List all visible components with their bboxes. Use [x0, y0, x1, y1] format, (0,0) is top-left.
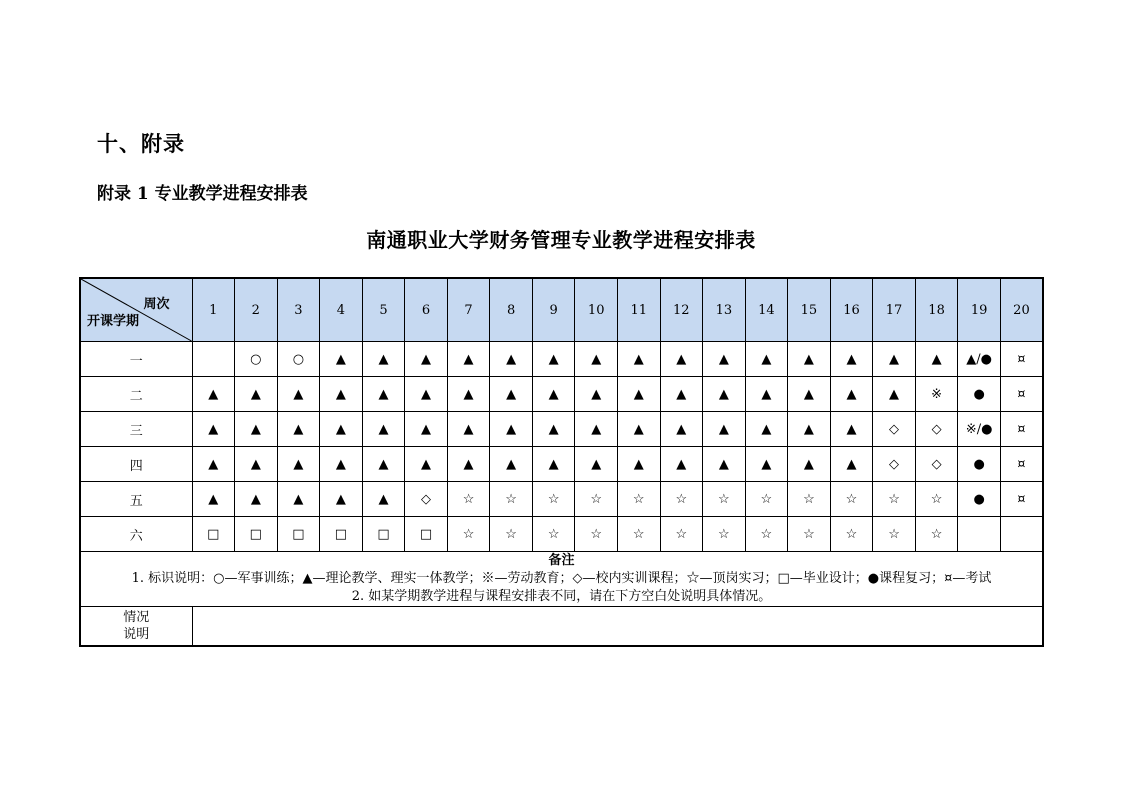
- schedule-cell: ▲: [830, 377, 873, 412]
- schedule-cell: ○: [277, 342, 320, 377]
- schedule-cell: ※/●: [958, 412, 1001, 447]
- week-header-14: 14: [745, 278, 788, 342]
- schedule-cell: ☆: [915, 517, 958, 552]
- schedule-cell: ¤: [1000, 412, 1043, 447]
- schedule-cell: ▲: [447, 377, 490, 412]
- term-row: [80, 517, 1043, 552]
- schedule-cell: ▲: [235, 482, 278, 517]
- schedule-cell: ▲: [192, 447, 235, 482]
- term-label: 三: [80, 412, 192, 447]
- week-header-17: 17: [873, 278, 916, 342]
- schedule-cell: ▲: [490, 412, 533, 447]
- term-label: 二: [80, 377, 192, 412]
- week-header-5: 5: [362, 278, 405, 342]
- table-title: 南通职业大学财务管理专业教学进程安排表: [366, 228, 756, 252]
- schedule-cell: ▲: [405, 377, 448, 412]
- schedule-cell: ▲: [830, 342, 873, 377]
- schedule-cell: ▲: [915, 342, 958, 377]
- schedule-cell: ▲: [575, 412, 618, 447]
- schedule-table: [79, 277, 1044, 647]
- schedule-cell: ☆: [617, 482, 660, 517]
- schedule-cell: ▲: [617, 412, 660, 447]
- schedule-cell: ☆: [788, 517, 831, 552]
- schedule-cell: ¤: [1000, 482, 1043, 517]
- schedule-cell: ☆: [873, 482, 916, 517]
- schedule-cell: ▲: [703, 377, 746, 412]
- schedule-cell: ▲: [192, 377, 235, 412]
- schedule-cell: ▲: [405, 447, 448, 482]
- schedule-cell: ▲: [362, 447, 405, 482]
- week-header-3: 3: [277, 278, 320, 342]
- schedule-cell: □: [192, 517, 235, 552]
- situation-row: [80, 607, 1043, 647]
- schedule-cell: ▲: [745, 447, 788, 482]
- schedule-cell: ▲: [362, 377, 405, 412]
- schedule-cell: ▲: [277, 412, 320, 447]
- week-header-1: 1: [192, 278, 235, 342]
- week-header-10: 10: [575, 278, 618, 342]
- schedule-cell: ▲: [873, 377, 916, 412]
- schedule-cell: ▲: [830, 447, 873, 482]
- schedule-cell: ▲: [320, 342, 363, 377]
- schedule-cell: ▲: [745, 342, 788, 377]
- schedule-cell: ▲: [490, 342, 533, 377]
- schedule-cell: □: [277, 517, 320, 552]
- schedule-cell: ▲: [362, 482, 405, 517]
- schedule-cell: ▲: [575, 342, 618, 377]
- term-row: [80, 377, 1043, 412]
- week-header-12: 12: [660, 278, 703, 342]
- schedule-cell: ●: [958, 482, 1001, 517]
- schedule-cell: ▲: [277, 377, 320, 412]
- schedule-cell: [958, 517, 1001, 552]
- schedule-cell: ▲: [532, 377, 575, 412]
- appendix-heading: 附录 1 专业教学进程安排表: [97, 184, 308, 204]
- schedule-cell: ☆: [915, 482, 958, 517]
- schedule-cell: ▲: [320, 482, 363, 517]
- schedule-cell: ☆: [532, 482, 575, 517]
- schedule-cell: ▲: [235, 377, 278, 412]
- schedule-cell: ◇: [873, 447, 916, 482]
- schedule-cell: ▲: [532, 342, 575, 377]
- schedule-cell: ▲/●: [958, 342, 1001, 377]
- schedule-cell: ▲: [660, 342, 703, 377]
- schedule-cell: ☆: [873, 517, 916, 552]
- schedule-cell: ▲: [192, 412, 235, 447]
- notes-row: [80, 552, 1043, 607]
- schedule-cell: ☆: [660, 517, 703, 552]
- schedule-cell: ▲: [362, 412, 405, 447]
- schedule-cell: ▲: [575, 377, 618, 412]
- schedule-cell: ▲: [447, 447, 490, 482]
- week-header-2: 2: [235, 278, 278, 342]
- schedule-cell: ☆: [617, 517, 660, 552]
- term-label: 五: [80, 482, 192, 517]
- situation-label-line2: 说明: [123, 627, 150, 642]
- term-row: [80, 412, 1043, 447]
- schedule-cell: ☆: [490, 482, 533, 517]
- schedule-cell: ○: [235, 342, 278, 377]
- notes-cell: [80, 552, 1043, 607]
- schedule-cell: ▲: [447, 412, 490, 447]
- term-label: 六: [80, 517, 192, 552]
- corner-week-label: 周次: [143, 297, 170, 312]
- schedule-cell: [1000, 517, 1043, 552]
- schedule-cell: ▲: [490, 377, 533, 412]
- schedule-cell: ▲: [745, 412, 788, 447]
- schedule-cell: ▲: [788, 412, 831, 447]
- week-header-15: 15: [788, 278, 831, 342]
- schedule-cell: [192, 342, 235, 377]
- schedule-cell: ▲: [745, 377, 788, 412]
- term-label: 一: [80, 342, 192, 377]
- schedule-cell: ▲: [703, 447, 746, 482]
- header-row: [80, 278, 1043, 342]
- week-header-11: 11: [617, 278, 660, 342]
- term-label: 四: [80, 447, 192, 482]
- schedule-cell: ▲: [405, 412, 448, 447]
- instruction-note: 2. 如某学期教学进程与课程安排表不同，请在下方空白处说明具体情况。: [351, 589, 772, 604]
- schedule-cell: ▲: [235, 447, 278, 482]
- schedule-cell: ▲: [320, 412, 363, 447]
- schedule-cell: ◇: [873, 412, 916, 447]
- schedule-cell: ▲: [447, 342, 490, 377]
- week-header-13: 13: [703, 278, 746, 342]
- schedule-cell: ▲: [192, 482, 235, 517]
- schedule-cell: ¤: [1000, 377, 1043, 412]
- schedule-cell: ▲: [703, 412, 746, 447]
- schedule-cell: ☆: [532, 517, 575, 552]
- week-header-19: 19: [958, 278, 1001, 342]
- schedule-cell: ☆: [703, 482, 746, 517]
- week-header-16: 16: [830, 278, 873, 342]
- schedule-cell: ▲: [277, 482, 320, 517]
- schedule-cell: ▲: [617, 342, 660, 377]
- schedule-cell: ☆: [830, 482, 873, 517]
- schedule-cell: ▲: [660, 377, 703, 412]
- schedule-cell: ▲: [362, 342, 405, 377]
- schedule-cell: ▲: [490, 447, 533, 482]
- schedule-cell: ☆: [745, 517, 788, 552]
- schedule-cell: ▲: [788, 447, 831, 482]
- schedule-cell: ☆: [447, 517, 490, 552]
- schedule-cell: ●: [958, 447, 1001, 482]
- situation-label-line1: 情况: [123, 610, 150, 625]
- schedule-cell: ☆: [447, 482, 490, 517]
- schedule-cell: ▲: [277, 447, 320, 482]
- schedule-cell: ◇: [915, 412, 958, 447]
- legend-note: 1. 标识说明：○—军事训练；▲—理论教学、理实一体教学；※—劳动教育；◇—校内实训课程；☆—顶岗实习；□—毕业设计；●课程复习；¤—考试: [131, 571, 992, 586]
- schedule-cell: □: [405, 517, 448, 552]
- schedule-cell: ☆: [575, 517, 618, 552]
- schedule-cell: ▲: [788, 377, 831, 412]
- week-header-4: 4: [320, 278, 363, 342]
- week-header-9: 9: [532, 278, 575, 342]
- schedule-cell: □: [362, 517, 405, 552]
- situation-label: [80, 607, 192, 647]
- schedule-cell: ▲: [532, 447, 575, 482]
- schedule-cell: ▲: [235, 412, 278, 447]
- schedule-cell: ☆: [660, 482, 703, 517]
- week-header-18: 18: [915, 278, 958, 342]
- notes-title: 备注: [548, 553, 575, 568]
- term-row: [80, 342, 1043, 377]
- week-header-7: 7: [447, 278, 490, 342]
- schedule-cell: ▲: [532, 412, 575, 447]
- schedule-cell: ▲: [405, 342, 448, 377]
- schedule-cell: ¤: [1000, 447, 1043, 482]
- schedule-cell: □: [320, 517, 363, 552]
- situation-field[interactable]: [192, 607, 1043, 647]
- term-row: [80, 482, 1043, 517]
- schedule-cell: ◇: [915, 447, 958, 482]
- schedule-cell: ▲: [788, 342, 831, 377]
- schedule-cell: ☆: [575, 482, 618, 517]
- schedule-cell: ▲: [320, 447, 363, 482]
- schedule-cell: ▲: [660, 412, 703, 447]
- schedule-cell: ▲: [575, 447, 618, 482]
- schedule-cell: ▲: [830, 412, 873, 447]
- schedule-cell: ☆: [830, 517, 873, 552]
- schedule-cell: ▲: [660, 447, 703, 482]
- schedule-cell: ◇: [405, 482, 448, 517]
- schedule-cell: ☆: [703, 517, 746, 552]
- week-header-8: 8: [490, 278, 533, 342]
- schedule-cell: ▲: [320, 377, 363, 412]
- corner-header-cell: [80, 278, 192, 342]
- schedule-cell: ▲: [617, 377, 660, 412]
- schedule-cell: ☆: [745, 482, 788, 517]
- schedule-cell: ☆: [788, 482, 831, 517]
- section-heading: 十、附录: [97, 131, 185, 156]
- schedule-cell: ▲: [703, 342, 746, 377]
- week-header-20: 20: [1000, 278, 1043, 342]
- schedule-cell: ●: [958, 377, 1001, 412]
- corner-term-label: 开课学期: [87, 314, 140, 329]
- schedule-cell: ▲: [617, 447, 660, 482]
- week-header-6: 6: [405, 278, 448, 342]
- term-row: [80, 447, 1043, 482]
- schedule-cell: □: [235, 517, 278, 552]
- schedule-cell: ▲: [873, 342, 916, 377]
- schedule-cell: ☆: [490, 517, 533, 552]
- schedule-cell: ※: [915, 377, 958, 412]
- schedule-cell: ¤: [1000, 342, 1043, 377]
